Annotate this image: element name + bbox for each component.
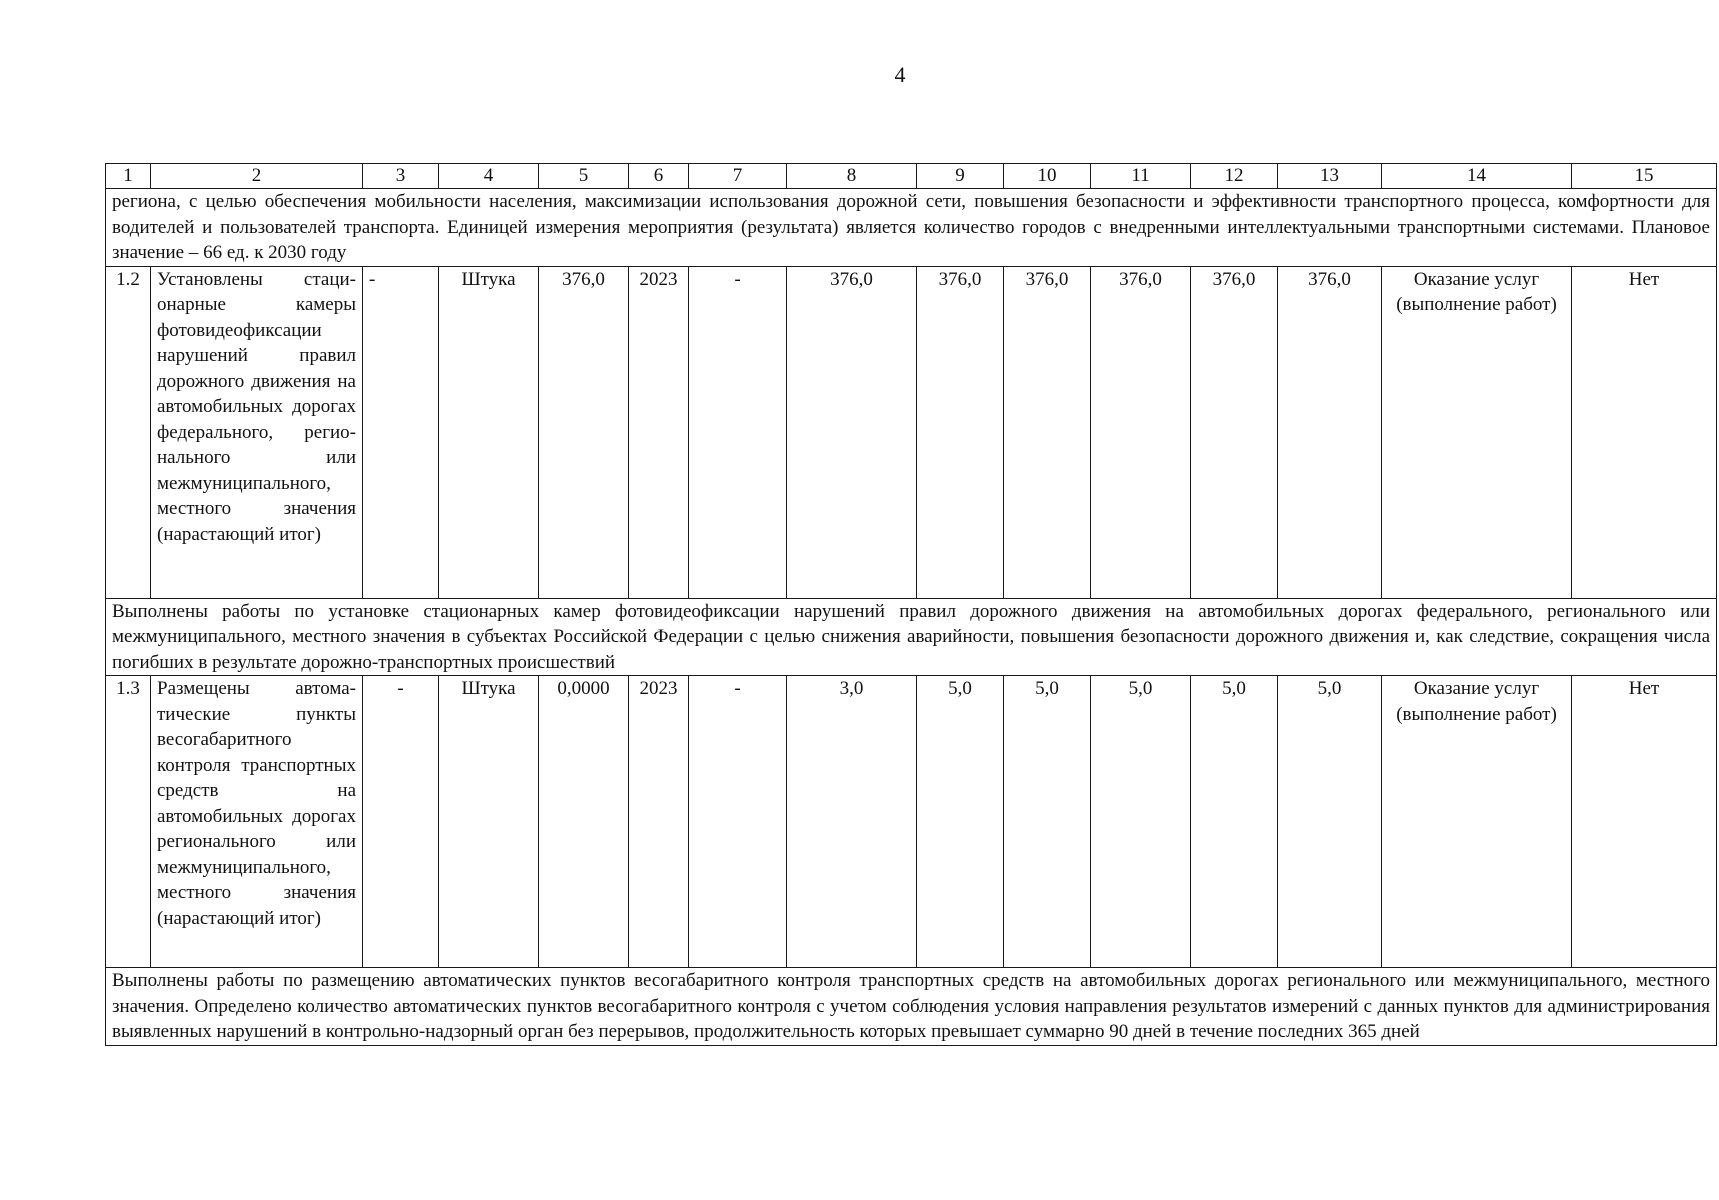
column-3-value: - [363, 676, 439, 968]
row-description: Выполнены работы по установке стационарных камер фотовидеофиксации нарушений правил дорожного движения на автомобильных дорогах федерального, регионального или межмуниципального, местного значения в субъектах Российской Федерации с целью снижения аварийности, повышения безопасности дорожного движения и, как следствие, сокращения числа погибших в результате дорожно-транспортных происшествий [106, 598, 1717, 676]
column-number: 7 [689, 164, 787, 189]
column-number: 3 [363, 164, 439, 189]
base-value-cell: 0,0000 [539, 676, 629, 968]
description-row [106, 598, 1717, 676]
flag-cell: Нет [1572, 676, 1717, 968]
column-numbers-row [106, 164, 1717, 189]
measure-name: Размещены автоматические пункты весогабаритного контроля транспортных средств на автомобильных дорогах регионального или межмуниципального, местного значения (нарастающий итог) [151, 676, 363, 968]
value-cell: 376,0 [787, 266, 917, 598]
flag-cell: Нет [1572, 266, 1717, 598]
column-number: 14 [1382, 164, 1572, 189]
measure-type-cell: Оказание услуг (выполнение работ) [1382, 266, 1572, 598]
unit-cell: Штука [439, 676, 539, 968]
page-number: 4 [894, 62, 906, 87]
value-cell: 5,0 [1004, 676, 1091, 968]
measures-table [105, 163, 1717, 1046]
value-cell: 376,0 [1091, 266, 1191, 598]
value-cell: 376,0 [1278, 266, 1382, 598]
value-cell: 3,0 [787, 676, 917, 968]
value-cell: 5,0 [1091, 676, 1191, 968]
table-row [106, 676, 1717, 968]
value-cell: 376,0 [917, 266, 1004, 598]
intro-row [106, 189, 1717, 267]
column-number: 4 [439, 164, 539, 189]
column-number: 9 [917, 164, 1004, 189]
measure-type-cell: Оказание услуг (выполнение работ) [1382, 676, 1572, 968]
column-number: 5 [539, 164, 629, 189]
base-year-cell: 2023 [629, 676, 689, 968]
value-cell: 376,0 [1191, 266, 1278, 598]
column-number: 13 [1278, 164, 1382, 189]
column-number: 8 [787, 164, 917, 189]
measure-name: Установлены стационарные камеры фотовидеофиксации нарушений правил дорожного движения на автомобильных дорогах федерального, регионального или межмуниципального, местного значения (нарастающий итог) [151, 266, 363, 598]
intro-text: региона, с целью обеспечения мобильности населения, максимизации использования дорожной сети, повышения безопасности и эффективности транспортного процесса, комфортности для водителей и пользователей транспорта. Единицей измерения мероприятия (результата) является количество городов с внедренными интеллектуальными транспортными системами. Плановое значение – 66 ед. к 2030 году [106, 189, 1717, 267]
base-value-cell: 376,0 [539, 266, 629, 598]
value-cell: 5,0 [917, 676, 1004, 968]
column-7-value: - [689, 676, 787, 968]
column-number: 2 [151, 164, 363, 189]
column-number: 6 [629, 164, 689, 189]
row-description: Выполнены работы по размещению автоматических пунктов весогабаритного контроля транспортных средств на автомобильных дорогах регионального или межмуниципального, местного значения. Определено количество автоматических пунктов весогабаритного контроля с учетом соблюдения условия направления результатов измерений с данных пунктов для администрирования выявленных нарушений в контрольно-надзорный орган без перерывов, продолжительность которых превышает суммарно 90 дней в течение последних 365 дней [106, 968, 1717, 1046]
column-7-value: - [689, 266, 787, 598]
unit-cell: Штука [439, 266, 539, 598]
column-number: 11 [1091, 164, 1191, 189]
column-number: 10 [1004, 164, 1091, 189]
table-row [106, 266, 1717, 598]
column-number: 12 [1191, 164, 1278, 189]
row-number: 1.2 [106, 266, 151, 598]
column-3-value: - [363, 266, 439, 598]
base-year-cell: 2023 [629, 266, 689, 598]
column-number: 15 [1572, 164, 1717, 189]
description-row [106, 968, 1717, 1046]
row-number: 1.3 [106, 676, 151, 968]
value-cell: 5,0 [1278, 676, 1382, 968]
value-cell: 376,0 [1004, 266, 1091, 598]
value-cell: 5,0 [1191, 676, 1278, 968]
column-number: 1 [106, 164, 151, 189]
